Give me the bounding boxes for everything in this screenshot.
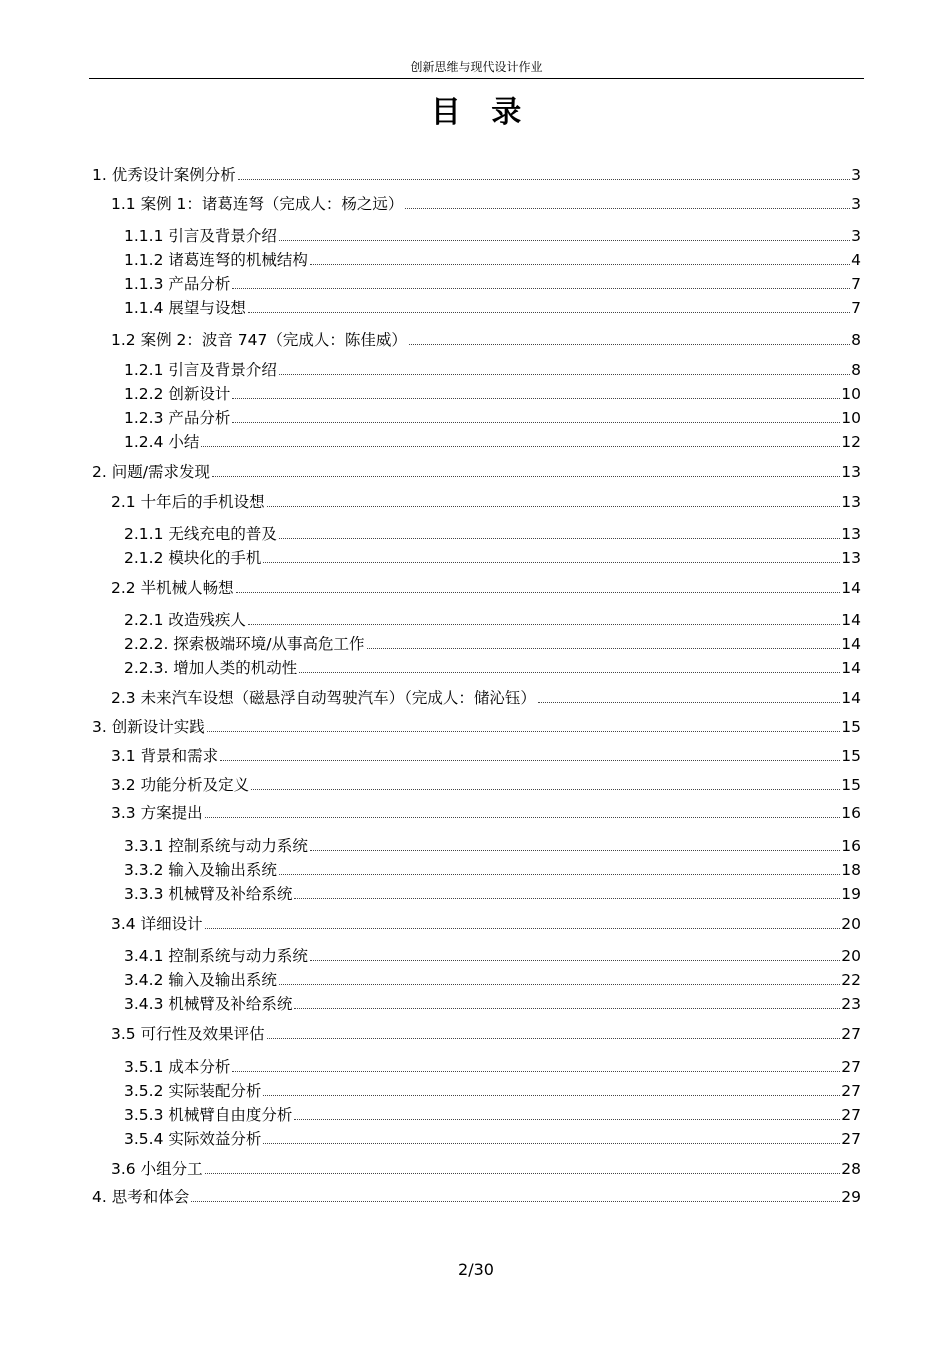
page-number: 2/30 (458, 1260, 494, 1279)
toc-entry-page: 27 (841, 1082, 861, 1100)
toc-entry-page: 7 (851, 275, 861, 293)
toc-entry[interactable] (111, 773, 861, 795)
toc-entry[interactable] (124, 656, 861, 678)
toc-entry[interactable] (124, 632, 861, 654)
toc-entry-page: 3 (851, 227, 861, 245)
toc-entry-label: 2.2 半机械人畅想 (111, 579, 234, 597)
toc-leader-dots (409, 344, 850, 345)
toc-leader-dots (405, 208, 850, 209)
toc-entry-page: 22 (841, 971, 861, 989)
toc-leader-dots (279, 374, 850, 375)
toc-entry-label: 3.5 可行性及效果评估 (111, 1025, 265, 1043)
toc-entry-label: 2.2.1 改造残疾人 (124, 611, 246, 629)
toc-entry-page: 23 (841, 995, 861, 1013)
toc-leader-dots (248, 312, 850, 313)
toc-entry-page: 3 (851, 195, 861, 213)
toc-entry[interactable] (124, 968, 861, 990)
toc-entry[interactable] (124, 382, 861, 404)
toc-entry[interactable] (124, 1055, 861, 1077)
toc-entry-label: 1.1.1 引言及背景介绍 (124, 227, 277, 245)
toc-entry-label: 2.2.2. 探索极端环境/从事高危工作 (124, 635, 365, 653)
page-title: 目 录 (430, 95, 532, 130)
toc-entry-page: 27 (841, 1025, 861, 1043)
toc-entry-label: 3. 创新设计实践 (92, 718, 205, 736)
toc-entry-page: 7 (851, 299, 861, 317)
toc-entry-page: 19 (841, 885, 861, 903)
toc-entry[interactable] (124, 430, 861, 452)
toc-leader-dots (205, 928, 841, 929)
toc-entry[interactable] (111, 801, 861, 823)
toc-leader-dots (207, 731, 841, 732)
toc-entry-label: 3.4.3 机械臂及补给系统 (124, 995, 293, 1013)
toc-entry-page: 18 (841, 861, 861, 879)
toc-entry[interactable] (124, 882, 861, 904)
toc-entry-label: 3.4 详细设计 (111, 915, 203, 933)
toc-entry-label: 3.3.3 机械臂及补给系统 (124, 885, 293, 903)
toc-entry[interactable] (124, 834, 861, 856)
toc-leader-dots (232, 398, 840, 399)
toc-entry-page: 4 (851, 251, 861, 269)
toc-entry-label: 3.6 小组分工 (111, 1160, 203, 1178)
toc-entry[interactable] (92, 1185, 861, 1207)
toc-entry-label: 2.1.2 模块化的手机 (124, 549, 262, 567)
toc-leader-dots (279, 538, 840, 539)
toc-entry-page: 14 (841, 579, 861, 597)
toc-entry-page: 10 (841, 409, 861, 427)
toc-entry[interactable] (124, 1103, 861, 1125)
toc-entry-label: 3.5.1 成本分析 (124, 1058, 231, 1076)
toc-entry-page: 15 (841, 776, 861, 794)
toc-entry-label: 2.2.3. 增加人类的机动性 (124, 659, 298, 677)
toc-entry[interactable] (92, 715, 861, 737)
toc-leader-dots (212, 476, 840, 477)
toc-entry-label: 2.1 十年后的手机设想 (111, 493, 265, 511)
toc-entry-page: 13 (841, 525, 861, 543)
toc-entry[interactable] (124, 406, 861, 428)
toc-leader-dots (232, 288, 850, 289)
toc-leader-dots (238, 179, 850, 180)
toc-entry-page: 14 (841, 635, 861, 653)
toc-entry-label: 3.4.2 输入及输出系统 (124, 971, 277, 989)
page-header: 创新思维与现代设计作业 (410, 60, 543, 74)
toc-leader-dots (191, 1201, 840, 1202)
toc-leader-dots (538, 702, 840, 703)
toc-leader-dots (263, 562, 840, 563)
toc-entry-page: 14 (841, 611, 861, 629)
toc-entry-label: 2. 问题/需求发现 (92, 463, 210, 481)
toc-entry-page: 14 (841, 659, 861, 677)
toc-entry-label: 1.2.4 小结 (124, 433, 200, 451)
toc-leader-dots (236, 592, 841, 593)
toc-entry-label: 3.5.3 机械臂自由度分析 (124, 1106, 293, 1124)
toc-leader-dots (294, 898, 840, 899)
toc-entry[interactable] (111, 576, 861, 598)
toc-entry-page: 20 (841, 915, 861, 933)
toc-entry-label: 3.5.2 实际装配分析 (124, 1082, 262, 1100)
toc-entry[interactable] (92, 163, 861, 185)
toc-leader-dots (251, 789, 840, 790)
toc-leader-dots (279, 984, 840, 985)
toc-entry-label: 1.1.4 展望与设想 (124, 299, 246, 317)
toc-entry[interactable] (124, 1079, 861, 1101)
toc-entry[interactable] (124, 992, 861, 1014)
toc-entry[interactable] (124, 858, 861, 880)
toc-leader-dots (299, 672, 840, 673)
toc-entry-label: 1.1.2 诸葛连弩的机械结构 (124, 251, 308, 269)
toc-leader-dots (310, 264, 850, 265)
toc-leader-dots (201, 446, 840, 447)
toc-leader-dots (263, 1143, 840, 1144)
toc-leader-dots (205, 1173, 841, 1174)
toc-entry-page: 13 (841, 549, 861, 567)
toc-entry-label: 3.5.4 实际效益分析 (124, 1130, 262, 1148)
toc-entry[interactable] (111, 192, 861, 214)
toc-entry[interactable] (111, 328, 861, 350)
toc-entry[interactable] (124, 358, 861, 380)
toc-entry-page: 3 (851, 166, 861, 184)
toc-entry-label: 2.1.1 无线充电的普及 (124, 525, 277, 543)
toc-leader-dots (267, 1038, 841, 1039)
toc-entry-label: 3.3.1 控制系统与动力系统 (124, 837, 308, 855)
toc-entry-page: 20 (841, 947, 861, 965)
toc-leader-dots (367, 648, 841, 649)
toc-entry-label: 1.2.2 创新设计 (124, 385, 231, 403)
toc-leader-dots (279, 240, 850, 241)
toc-entry-label: 2.3 未来汽车设想（磁悬浮自动驾驶汽车）（完成人：储沁钰） (111, 689, 536, 707)
toc-entry-page: 27 (841, 1106, 861, 1124)
toc-entry-page: 27 (841, 1058, 861, 1076)
toc-entry-page: 10 (841, 385, 861, 403)
toc-leader-dots (220, 760, 840, 761)
toc-entry-label: 1.2.1 引言及背景介绍 (124, 361, 277, 379)
toc-leader-dots (267, 506, 841, 507)
toc-entry-page: 8 (851, 361, 861, 379)
toc-entry[interactable] (124, 272, 861, 294)
toc-entry-page: 15 (841, 718, 861, 736)
toc-entry-label: 1. 优秀设计案例分析 (92, 166, 236, 184)
toc-entry[interactable] (111, 1022, 861, 1044)
toc-entry[interactable] (111, 744, 861, 766)
toc-entry[interactable] (124, 608, 861, 630)
toc-entry[interactable] (124, 1127, 861, 1149)
toc-entry[interactable] (124, 224, 861, 246)
toc-entry-page: 13 (841, 493, 861, 511)
toc-leader-dots (232, 1071, 840, 1072)
toc-entry-page: 28 (841, 1160, 861, 1178)
toc-leader-dots (279, 874, 840, 875)
toc-entry-page: 15 (841, 747, 861, 765)
toc-entry[interactable] (124, 522, 861, 544)
toc-entry-page: 16 (841, 837, 861, 855)
toc-entry[interactable] (111, 1157, 861, 1179)
toc-entry[interactable] (124, 944, 861, 966)
toc-entry-page: 14 (841, 689, 861, 707)
toc-entry-label: 3.3 方案提出 (111, 804, 203, 822)
toc-entry[interactable] (111, 912, 861, 934)
toc-entry-page: 16 (841, 804, 861, 822)
toc-entry-label: 3.3.2 输入及输出系统 (124, 861, 277, 879)
toc-leader-dots (205, 817, 841, 818)
toc-entry[interactable] (111, 490, 861, 512)
toc-leader-dots (248, 624, 840, 625)
toc-entry-label: 1.2 案例 2：波音 747（完成人：陈佳威） (111, 331, 407, 349)
toc-entry-label: 3.1 背景和需求 (111, 747, 219, 765)
toc-entry-label: 1.1.3 产品分析 (124, 275, 231, 293)
toc-entry-label: 1.1 案例 1：诸葛连弩（完成人：杨之远） (111, 195, 404, 213)
toc-leader-dots (294, 1119, 840, 1120)
toc-entry[interactable] (92, 460, 861, 482)
toc-entry-label: 3.2 功能分析及定义 (111, 776, 250, 794)
toc-leader-dots (294, 1008, 840, 1009)
toc-entry-page: 12 (841, 433, 861, 451)
toc-entry[interactable] (124, 248, 861, 270)
toc-entry-page: 29 (841, 1188, 861, 1206)
toc-entry[interactable] (111, 686, 861, 708)
toc-entry[interactable] (124, 546, 861, 568)
toc-leader-dots (232, 422, 840, 423)
toc-entry-label: 1.2.3 产品分析 (124, 409, 231, 427)
toc-entry-page: 8 (851, 331, 861, 349)
toc-entry-page: 13 (841, 463, 861, 481)
toc-entry-page: 27 (841, 1130, 861, 1148)
toc-leader-dots (263, 1095, 840, 1096)
toc-leader-dots (310, 960, 840, 961)
toc-entry[interactable] (124, 296, 861, 318)
toc-entry-label: 4. 思考和体会 (92, 1188, 190, 1206)
toc-leader-dots (310, 850, 840, 851)
toc-entry-label: 3.4.1 控制系统与动力系统 (124, 947, 308, 965)
